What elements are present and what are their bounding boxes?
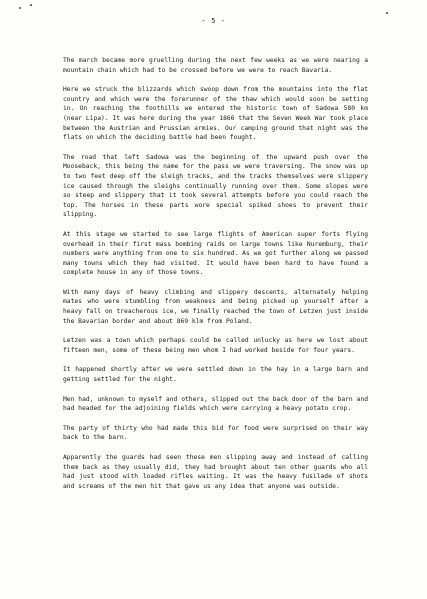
paragraph: Letzen was a town which perhaps could be called unlucky as here we lost about fifteen men, some of these being men whom I had worked beside for four years. <box>63 337 368 354</box>
paragraph: The march became more gruelling during the next few weeks as we were nearing a mountain chain which had to be crossed before we were to reach Bavaria. <box>63 57 368 74</box>
paragraph: It happened shortly after we were settled down in the hay in a large barn and getting settled for the night. <box>63 366 368 384</box>
paragraph: With many days of heavy climbing and slippery descents, alternately helping mates who were stumbling from weakness and being picked up yourself after a heavy fall on treacherous ice, we finally reached the town of Letzen just inside the Bavarian border and about 869 klm from Poland. <box>63 288 368 325</box>
body-text <box>63 56 368 501</box>
scan-speck <box>386 12 388 14</box>
page-number: - 5 - <box>201 16 226 25</box>
paragraph: At this stage we started to see large flights of American super forts flying overhead in their first mass bombing raids on large towns like Nuremburg, their numbers were anything from one to six hundred. As we got further along we passed many towns which they had visited. It would have been hard to have found a complete house in any of those towns. <box>63 230 368 277</box>
paragraph: The party of thirty who had made this bid for food were surprised on their way back to the barn. <box>63 424 368 442</box>
paragraph: Men had, unknown to myself and others, slipped out the back door of the barn and had headed for the adjoining fields which were carrying a heavy potato crop. <box>63 395 368 413</box>
scan-speck <box>30 4 32 6</box>
paragraph: The road that left Sadowa was the beginning of the upward push over the Mooseback, this being the name for the pass we were traversing. The snow was up to two feet deep off the sleigh tracks, and the tracks themselves were slippery ice caused through the sleighs continually running over them. Some slopes were so steep and slippery that it took several attempts before you could reach the top. The horses in these parts wore special spiked shoes to prevent their slipping. <box>63 153 368 219</box>
paragraph: Here we struck the blizzards which swoop down from the mountains into the flat country and which were the forerunner of the thaw which would soon be setting in. On reaching the foothills we entered the historic town of Sadowa 580 km (near Lipa). It was here during the year 1866 that the Seven Week War took place between the Austrian and Prussian armies. Our camping ground that night was the flats on which the deciding battle had been fought. <box>63 86 368 142</box>
scan-speck <box>19 7 21 9</box>
paragraph: Apparently the guards had seen these men slipping away and instead of calling them back as they usually did, they had brought about ten other guards who all had just stood with loaded rifles waiting. It was the heavy fusilade of shots and screams of the men hit that gave us any idea that anyone was outside. <box>63 454 368 490</box>
